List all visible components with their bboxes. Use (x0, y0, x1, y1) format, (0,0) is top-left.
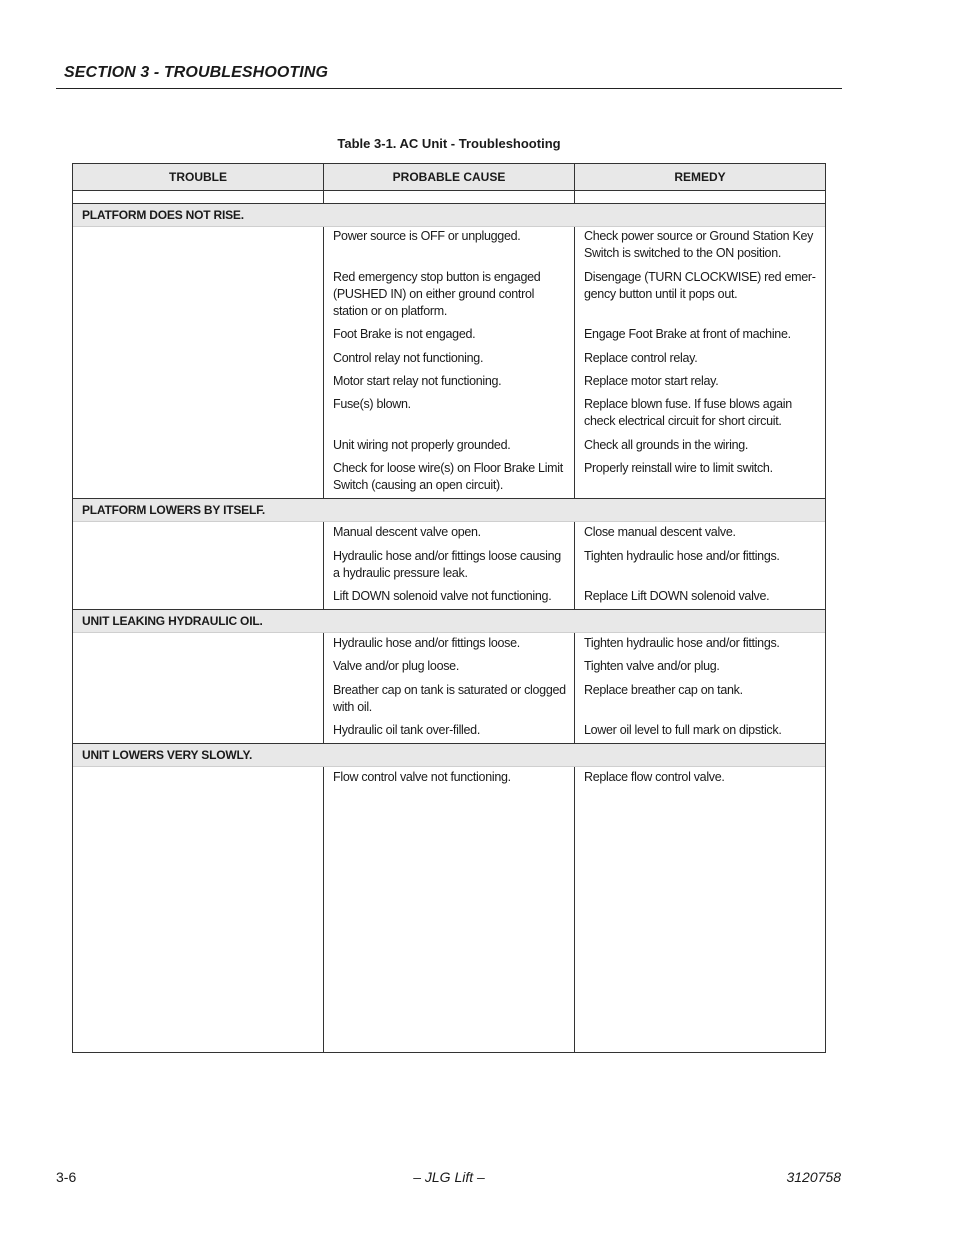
cause-cell: Fuse(s) blown. (333, 397, 411, 411)
trouble-group-row (73, 204, 825, 227)
cause-cell: Red emergency stop button is engaged (PUSHED IN) on either ground control station or on platform. (333, 270, 541, 318)
trouble-label: PLATFORM LOWERS BY ITSELF. (82, 503, 266, 517)
cause-cell: Unit wiring not properly grounded. (333, 438, 511, 452)
trouble-label: UNIT LEAKING HYDRAULIC OIL. (82, 614, 263, 628)
cause-cell: Control relay not functioning. (333, 351, 484, 365)
publisher-label: – JLG Lift – (413, 1169, 485, 1185)
remedy-cell: Engage Foot Brake at front of machine. (584, 327, 791, 341)
cause-cell: Hydraulic hose and/or fittings loose. (333, 636, 520, 650)
remedy-cell: Replace flow control valve. (584, 770, 725, 784)
cause-cell: Valve and/or plug loose. (333, 659, 459, 673)
cause-cell: Hydraulic oil tank over-filled. (333, 723, 481, 737)
remedy-cell: Lower oil level to full mark on dipstick. (584, 723, 782, 737)
trouble-label: UNIT LOWERS VERY SLOWLY. (82, 748, 253, 762)
cause-cell: Breather cap on tank is saturated or clogged with oil. (333, 683, 566, 714)
remedy-cell: Replace Lift DOWN solenoid valve. (584, 589, 770, 603)
remedy-cell: Disengage (TURN CLOCKWISE) red emer-gency button until it pops out. (584, 270, 816, 301)
remedy-cell: Check power source or Ground Station Key Switch is switched to the ON position. (584, 229, 814, 260)
column-header-remedy: REMEDY (674, 170, 726, 184)
table-header-row (73, 164, 825, 191)
trouble-group-row (73, 498, 825, 522)
cause-cell: Lift DOWN solenoid valve not functioning. (333, 589, 552, 603)
column-header-probable-cause: PROBABLE CAUSE (392, 170, 506, 184)
trouble-group-row (73, 743, 825, 767)
remedy-cell: Replace breather cap on tank. (584, 683, 743, 697)
remedy-cell: Tighten hydraulic hose and/or fittings. (584, 549, 780, 563)
page-number: 3-6 (56, 1169, 77, 1185)
remedy-cell: Replace motor start relay. (584, 374, 719, 388)
column-divider (574, 164, 575, 1052)
document-number: 3120758 (786, 1169, 841, 1185)
cause-cell: Hydraulic hose and/or fittings loose causing a hydraulic pressure leak. (333, 549, 561, 580)
header-rule (56, 88, 842, 89)
table-caption: Table 3-1. AC Unit - Troubleshooting (337, 136, 561, 151)
remedy-cell: Replace blown fuse. If fuse blows again check electrical circuit for short circuit. (584, 397, 792, 428)
remedy-cell: Properly reinstall wire to limit switch. (584, 461, 773, 475)
remedy-cell: Close manual descent valve. (584, 525, 736, 539)
cause-cell: Manual descent valve open. (333, 525, 481, 539)
cause-cell: Check for loose wire(s) on Floor Brake Limit Switch (causing an open circuit). (333, 461, 563, 492)
remedy-cell: Replace control relay. (584, 351, 698, 365)
column-header-trouble: TROUBLE (169, 170, 227, 184)
trouble-group-row (73, 609, 825, 633)
section-title: SECTION 3 - TROUBLESHOOTING (64, 64, 329, 81)
cause-cell: Flow control valve not functioning. (333, 770, 511, 784)
column-divider (323, 164, 324, 1052)
remedy-cell: Tighten hydraulic hose and/or fittings. (584, 636, 780, 650)
remedy-cell: Tighten valve and/or plug. (584, 659, 720, 673)
remedy-cell: Check all grounds in the wiring. (584, 438, 749, 452)
troubleshooting-table (72, 163, 826, 1053)
trouble-label: PLATFORM DOES NOT RISE. (82, 208, 244, 222)
cause-cell: Motor start relay not functioning. (333, 374, 502, 388)
cause-cell: Foot Brake is not engaged. (333, 327, 476, 341)
cause-cell: Power source is OFF or unplugged. (333, 229, 521, 243)
